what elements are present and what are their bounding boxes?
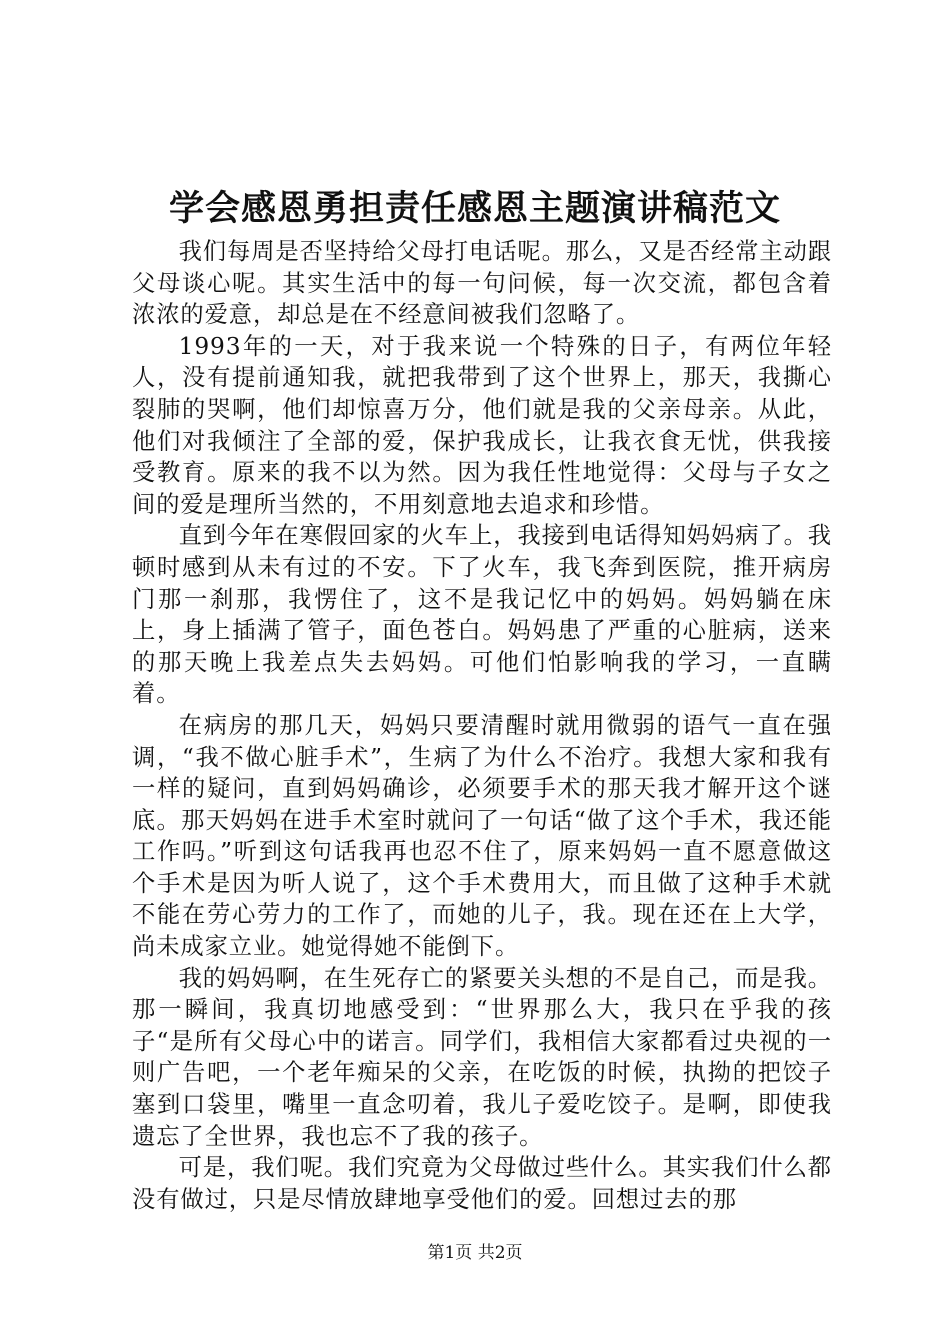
paragraph-5: 我的妈妈啊，在生死存亡的紧要关头想的不是自己，而是我。那一瞬间，我真切地感受到：“世界那么大，我只在乎我的孩子“是所有父母心中的诺言。同学们，我相信大家都看过央视的一则广告吧，一个老年痴呆的父亲，在吃饭的时候，执拗的把饺子塞到口袋里，嘴里一直念叨着，我儿子爱吃饺子。是啊，即使我遗忘了全世界，我也忘不了我的孩子。 — [132, 964, 832, 1150]
document-title: 学会感恩勇担责任感恩主题演讲稿范文 — [168, 188, 781, 229]
paragraph-4: 在病房的那几天，妈妈只要清醒时就用微弱的语气一直在强调，“我不做心脏手术”，生病了为什么不治疗。我想大家和我有一样的疑问，直到妈妈确诊，必须要手术的那天我才解开这个谜底。那天妈妈在进手术室时就问了一句话“做了这个手术，我还能工作吗。”听到这句话我再也忍不住了，原来妈妈一直不愿意做这个手术是因为听人说了，这个手术费用大，而且做了这种手术就不能在劳心劳力的工作了，而她的儿子，我。现在还在上大学，尚未成家立业。她觉得她不能倒下。 — [132, 711, 832, 961]
page-number-footer: 第1页 共2页 — [427, 1243, 523, 1263]
paragraph-6: 可是，我们呢。我们究竟为父母做过些什么。其实我们什么都没有做过，只是尽情放肆地享受他们的爱。回想过去的那 — [132, 1154, 832, 1213]
paragraph-2: 1993年的一天，对于我来说一个特殊的日子，有两位年轻人，没有提前通知我，就把我带到了这个世界上，那天，我撕心裂肺的哭啊，他们却惊喜万分，他们就是我的父亲母亲。从此，他们对我倾注了全部的爱，保护我成长，让我衣食无忧，供我接受教育。原来的我不以为然。因为我任性地觉得：父母与子女之间的爱是理所当然的，不用刻意地去追求和珍惜。 — [132, 332, 832, 518]
paragraph-3: 直到今年在寒假回家的火车上，我接到电话得知妈妈病了。我顿时感到从未有过的不安。下了火车，我飞奔到医院，推开病房门那一刹那，我愣住了，这不是我记忆中的妈妈。妈妈躺在床上，身上插满了管子，面色苍白。妈妈患了严重的心脏病，送来的那天晚上我差点失去妈妈。可他们怕影响我的学习，一直瞒着。 — [132, 522, 832, 708]
paragraph-1: 我们每周是否坚持给父母打电话呢。那么，又是否经常主动跟父母谈心呢。其实生活中的每一句问候，每一次交流，都包含着浓浓的爱意，却总是在不经意间被我们忽略了。 — [132, 238, 832, 329]
document-body — [132, 236, 832, 1215]
